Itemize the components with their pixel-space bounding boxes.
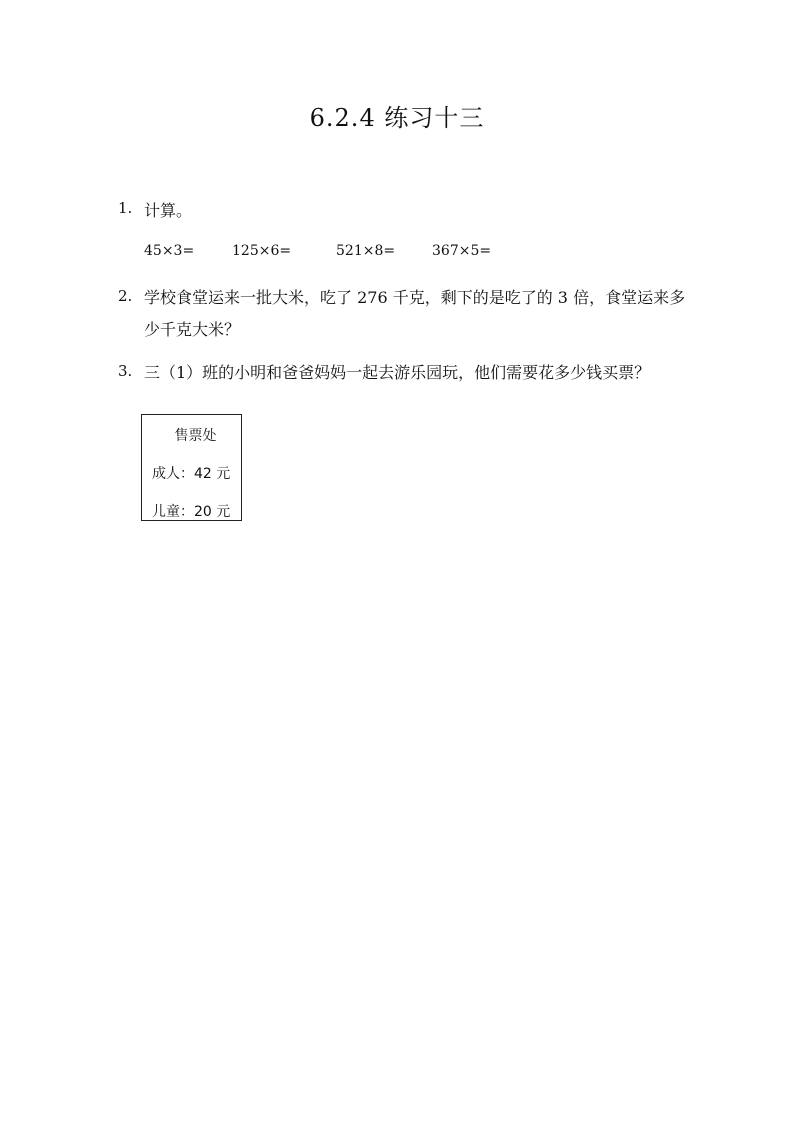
calculation-item: 367×5= (432, 243, 492, 259)
question-text: 计算。 (144, 201, 193, 220)
question-number: 1. (118, 199, 133, 217)
question-text: 三（1）班的小明和爸爸妈妈一起去游乐园玩，他们需要花多少钱买票？ (144, 363, 651, 382)
question-text-line-1: 学校食堂运来一批大米，吃了 276 千克，剩下的是吃了的 3 倍，食堂运来多 (144, 288, 686, 307)
question-number: 3. (118, 362, 133, 380)
adult-ticket-price: 成人：42 元 (152, 466, 231, 482)
child-ticket-price: 儿童：20 元 (152, 504, 231, 520)
page-title: 6.2.4 练习十三 (309, 104, 485, 132)
question-text-line-2: 少千克大米？ (144, 320, 241, 339)
calculation-item: 45×3= (144, 243, 195, 259)
ticket-office-box (141, 414, 242, 521)
question-number: 2. (118, 287, 133, 305)
calculation-item: 125×6= (232, 243, 292, 259)
calculation-item: 521×8= (336, 243, 396, 259)
ticket-office-title: 售票处 (174, 428, 217, 444)
